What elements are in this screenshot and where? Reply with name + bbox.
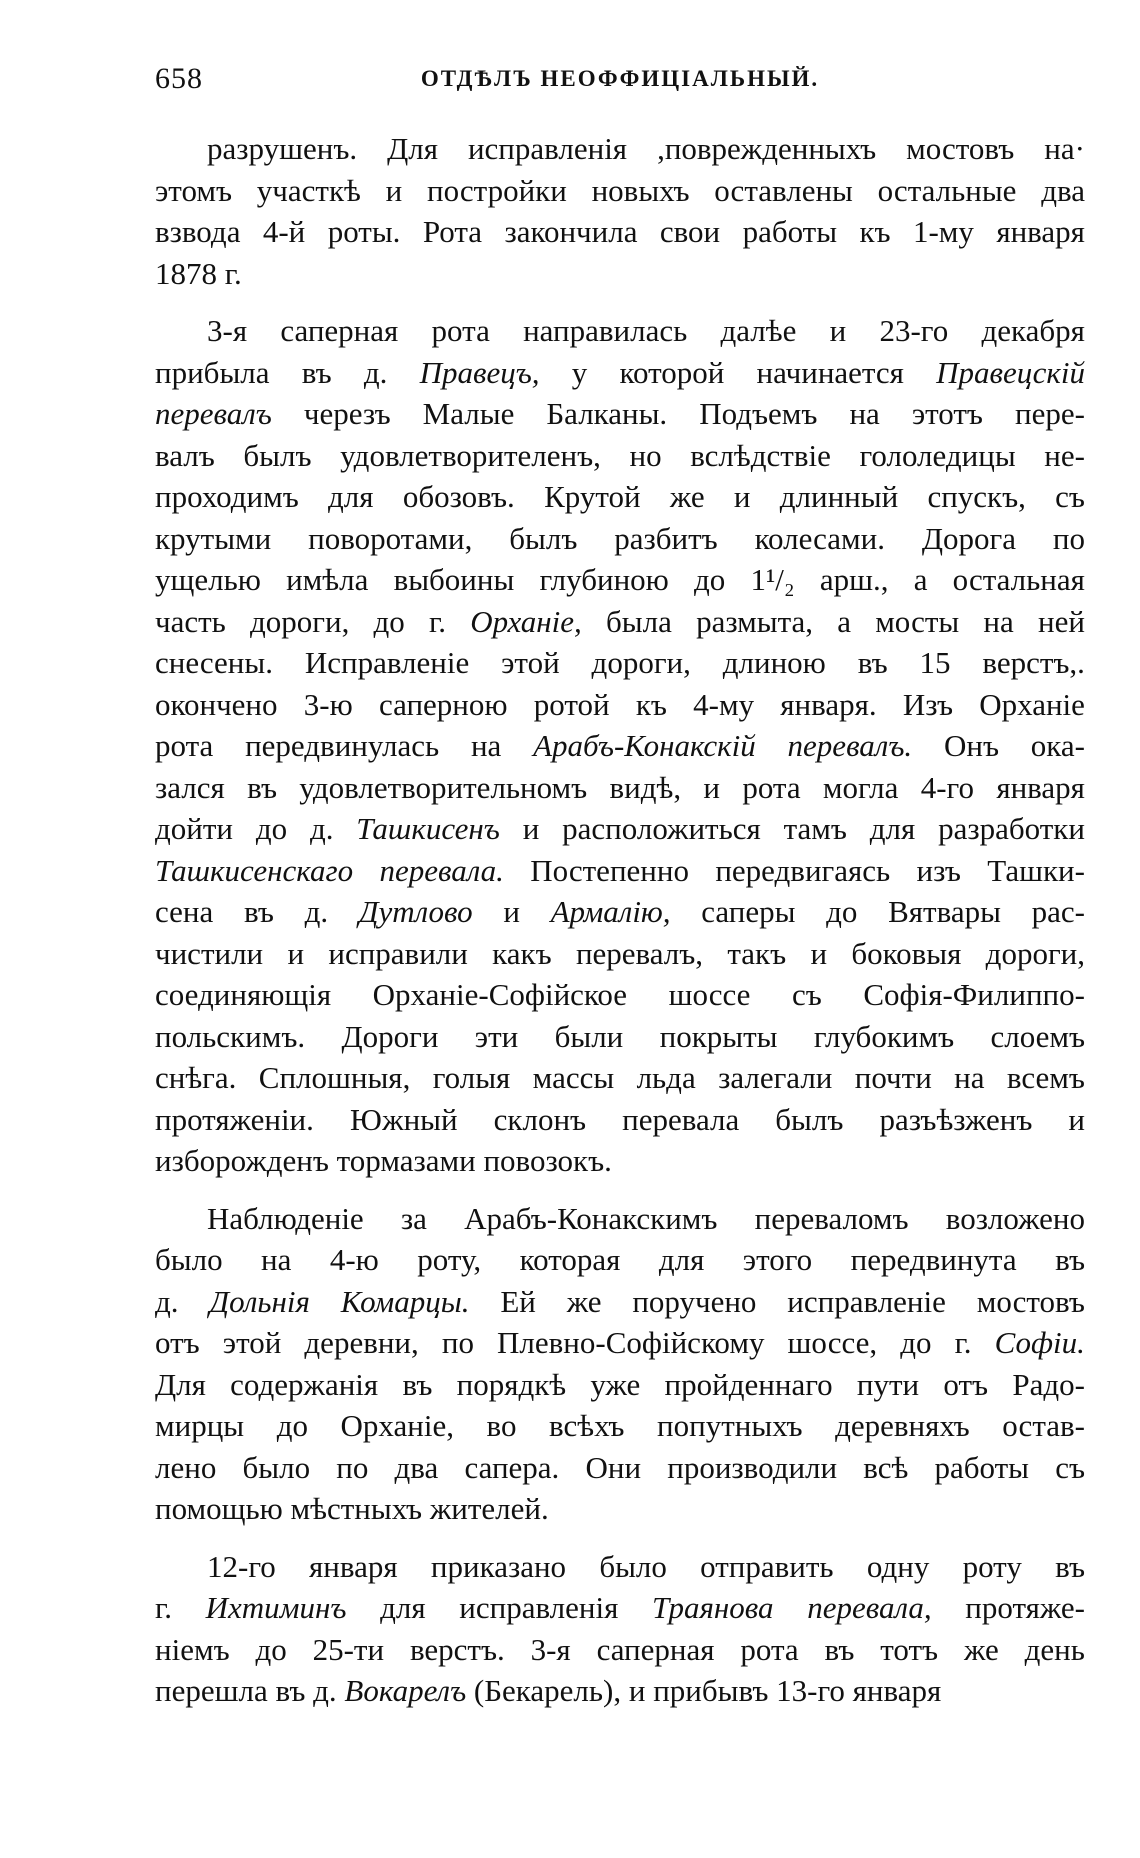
text-line: польскимъ. Дороги эти были покрыты глубокимъ слоемъ bbox=[155, 1018, 1085, 1054]
paragraph bbox=[155, 310, 1085, 1182]
text-line: 12-го января приказано было отправить одну роту въ bbox=[207, 1548, 1085, 1584]
text-line: сена въ д. Дутлово и Армалію, саперы до Вятвары рас- bbox=[155, 894, 1085, 929]
page-number: 658 bbox=[155, 62, 203, 95]
text-line: протяженіи. Южный склонъ перевала былъ разъѣзженъ и bbox=[155, 1101, 1085, 1137]
text-line: лено было по два сапера. Они производили всѣ работы съ bbox=[155, 1449, 1085, 1485]
text-line: окончено 3-ю саперною ротой къ 4-му января. Изъ Орханіе bbox=[155, 686, 1085, 722]
text-line: Ташкисенскаго перевала. Постепенно передвигаясь изъ Ташки- bbox=[155, 852, 1085, 888]
text-line: перешла въ д. Вокарелъ (Бекарель), и прибывъ 13-го января bbox=[155, 1673, 942, 1708]
text-line: Наблюденіе за Арабъ-Конакскимъ переваломъ возложено bbox=[207, 1200, 1085, 1236]
text-line: соединяющія Орханіе-Софійское шоссе съ Софія-Филиппо- bbox=[155, 977, 1085, 1012]
body-text bbox=[155, 128, 1085, 1728]
page-header bbox=[155, 62, 1085, 102]
text-line: проходимъ для обозовъ. Крутой же и длинный спускъ, съ bbox=[155, 479, 1085, 514]
text-line: разрушенъ. Для исправленія ,поврежденныхъ мостовъ на· bbox=[207, 131, 1085, 166]
text-line: 3-я саперная рота направилась далѣе и 23-го декабря bbox=[207, 313, 1085, 348]
text-line: этомъ участкѣ и постройки новыхъ оставлены остальные два bbox=[155, 172, 1085, 208]
text-line: 1878 г. bbox=[155, 255, 242, 291]
text-line: д. Дольнія Комарцы. Ей же поручено исправленіе мостовъ bbox=[155, 1283, 1085, 1319]
text-line: было на 4-ю роту, которая для этого передвинута въ bbox=[155, 1242, 1085, 1277]
text-line: Для содержанія въ порядкѣ уже пройденнаго пути отъ Радо- bbox=[155, 1366, 1085, 1402]
text-line: ущелью имѣла выбоины глубиною до 1¹/₂ арш., а остальная bbox=[155, 562, 1085, 597]
paragraph bbox=[155, 128, 1085, 294]
running-title: ОТДѢЛЪ НЕОФФИЦІАЛЬНЫЙ. bbox=[420, 66, 820, 91]
paragraph bbox=[155, 1546, 1085, 1712]
text-line: рота передвинулась на Арабъ-Конакскій перевалъ. Онъ ока- bbox=[155, 728, 1085, 763]
text-line: отъ этой деревни, по Плевно-Софійскому шоссе, до г. Софіи. bbox=[155, 1325, 1085, 1360]
text-line: прибыла въ д. Правецъ, у которой начинается Правецскій bbox=[155, 354, 1085, 390]
text-line: г. Ихтиминъ для исправленія Траянова перевала, протяже- bbox=[155, 1590, 1085, 1625]
text-line: перевалъ черезъ Малые Балканы. Подъемъ на этотъ пере- bbox=[155, 396, 1085, 431]
text-line: снесены. Исправленіе этой дороги, длиною въ 15 верстъ,. bbox=[155, 645, 1085, 680]
text-line: часть дороги, до г. Орханіе, была размыта, а мосты на ней bbox=[155, 603, 1085, 639]
text-line: помощью мѣстныхъ жителей. bbox=[155, 1491, 549, 1526]
text-line: чистили и исправили какъ перевалъ, такъ и боковыя дороги, bbox=[155, 935, 1085, 971]
text-line: ніемъ до 25-ти верстъ. 3-я саперная рота въ тотъ же день bbox=[155, 1631, 1085, 1667]
text-line: мирцы до Орханіе, во всѣхъ попутныхъ деревняхъ остав- bbox=[155, 1408, 1085, 1443]
text-line: взвода 4-й роты. Рота закончила свои работы къ 1-му января bbox=[155, 214, 1085, 249]
text-line: снѣга. Сплошныя, голыя массы льда залегали почти на всемъ bbox=[155, 1060, 1085, 1095]
text-line: изборожденъ тормазами повозокъ. bbox=[155, 1143, 612, 1178]
text-line: зался въ удовлетворительномъ видѣ, и рота могла 4-го января bbox=[155, 769, 1085, 805]
paragraph bbox=[155, 1198, 1085, 1530]
text-line: валъ былъ удовлетворителенъ, но вслѣдствіе гололедицы не- bbox=[155, 437, 1085, 473]
text-line: крутыми поворотами, былъ разбитъ колесами. Дорога по bbox=[155, 520, 1085, 556]
text-line: дойти до д. Ташкисенъ и расположиться тамъ для разработки bbox=[155, 811, 1085, 846]
